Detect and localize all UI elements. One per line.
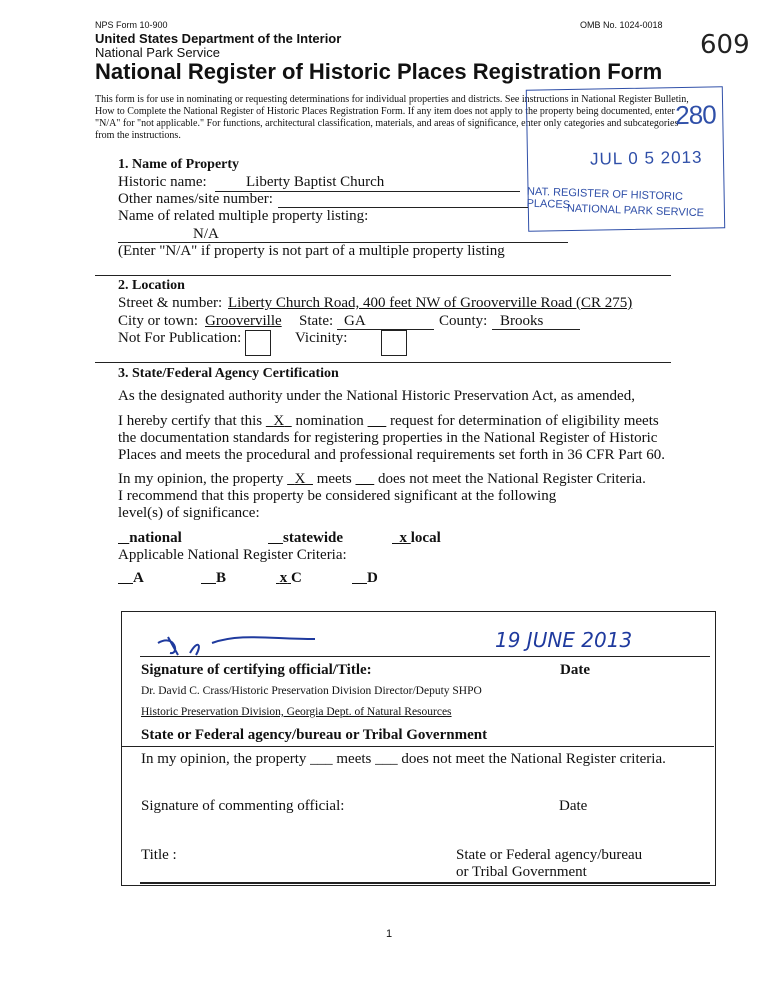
nfp-checkbox[interactable] [245, 330, 271, 356]
historic-name-label: Historic name: [118, 174, 207, 190]
nomination-mark: X [273, 413, 285, 429]
stamp-number: 280 [674, 99, 716, 131]
meets-mark: X [294, 471, 306, 487]
certify-line-a [118, 413, 659, 430]
historic-name-value: Liberty Baptist Church [246, 174, 385, 190]
stamp-line1: NAT. REGISTER OF HISTORIC PLACES [526, 185, 684, 212]
criterion-a: A [133, 570, 144, 586]
certifying-division: Historic Preservation Division, Georgia Dept. of Natural Resources [141, 706, 452, 718]
request-text: request for determination of eligibility meets [390, 413, 659, 429]
recommend-line: I recommend that this property be considered significant at the following [118, 488, 557, 504]
agency: National Park Service [95, 45, 220, 60]
certifying-sig-label: Signature of certifying official/Title: [141, 662, 372, 678]
certify-authority: As the designated authority under the National Historic Preservation Act, as amended, [118, 388, 635, 404]
section1-heading: 1. Name of Property [118, 157, 240, 172]
street-label: Street & number: [118, 295, 223, 311]
intro-text: This form is for use in nominating or requesting determinations for individual properties and districts. See instructions in National Register Bulletin, How to Complete the National Register of Historic Places Registration Form. If any item does not apply to the property being documented, enter "N/A" for "not applicable." For functions, architectural classification, materials, and areas of significance, enter only categories and subcategories from the instructions. [95, 94, 689, 141]
form-number: NPS Form 10-900 [95, 20, 168, 30]
commenting-agency-l1: State or Federal agency/bureau [456, 847, 643, 863]
vicinity-checkbox[interactable] [381, 330, 407, 356]
section3-heading: 3. State/Federal Agency Certification [118, 366, 339, 381]
certifying-official: Dr. David C. Crass/Historic Preservation Division Director/Deputy SHPO [141, 685, 482, 697]
commenting-agency-l2: or Tribal Government [456, 864, 587, 880]
stamp-line2: NATIONAL PARK SERVICE [566, 202, 705, 220]
certifying-gov-label: State or Federal agency/bureau or Tribal Government [141, 727, 488, 743]
multiple-listing-label: Name of related multiple property listing: [118, 208, 369, 224]
multiple-listing-note: (Enter "N/A" if property is not part of a multiple property listing [118, 243, 505, 259]
other-names-label: Other names/site number: [118, 191, 273, 207]
commenting-date-label: Date [559, 798, 588, 814]
level-local: x local [399, 530, 441, 546]
level-national: national [129, 530, 182, 546]
stamp-date: JUL 0 5 2013 [589, 147, 703, 169]
received-stamp [526, 86, 725, 231]
level-statewide: statewide [283, 530, 343, 546]
county-value: Brooks [500, 313, 544, 329]
section2-heading: 2. Location [118, 278, 185, 293]
criterion-c-mark: x [279, 570, 288, 586]
department: United States Department of the Interior [95, 31, 342, 46]
certifying-signature [150, 625, 330, 665]
nomination-text: nomination [295, 413, 364, 429]
certifying-date-label: Date [560, 662, 590, 678]
opinion-line-a: In my opinion, the property X meets does not meet the National Register Criteria. [118, 471, 646, 487]
city-value: Grooverville [205, 313, 282, 329]
county-label: County: [439, 313, 488, 329]
state-label: State: [299, 313, 334, 329]
local-mark: x [399, 530, 407, 546]
page-number: 1 [386, 928, 393, 940]
omb-number: OMB No. 1024-0018 [580, 20, 663, 30]
commenting-sig-label: Signature of commenting official: [141, 798, 345, 814]
commenting-title-label: Title : [141, 847, 177, 863]
signed-date: 19 JUNE 2013 [495, 628, 633, 652]
nfp-label: Not For Publication: [118, 330, 242, 346]
multiple-listing-value: N/A [193, 226, 219, 242]
certify-line-b: the documentation standards for registering properties in the National Register of Historic [118, 430, 658, 446]
criterion-b: B [216, 570, 227, 586]
criterion-d: D [367, 570, 378, 586]
request-mark [368, 413, 387, 429]
form-title: National Register of Historic Places Registration Form [95, 59, 663, 84]
criterion-c: x C [279, 570, 302, 586]
level-line: level(s) of significance: [118, 505, 260, 521]
page-annotation: 609 [700, 30, 750, 60]
state-value: GA [344, 313, 366, 329]
criteria-label: Applicable National Register Criteria: [118, 547, 347, 563]
city-label: City or town: [118, 313, 199, 329]
vicinity-label: Vicinity: [295, 330, 348, 346]
commenting-opinion: In my opinion, the property ___ meets ___ does not meet the National Register criteria. [141, 751, 666, 767]
street-value: Liberty Church Road, 400 feet NW of Grooverville Road (CR 275) [228, 295, 633, 311]
certify-prefix: I hereby certify that this [118, 413, 263, 429]
certify-line-c: Places and meets the procedural and professional requirements set forth in 36 CFR Part 60. [118, 447, 665, 463]
